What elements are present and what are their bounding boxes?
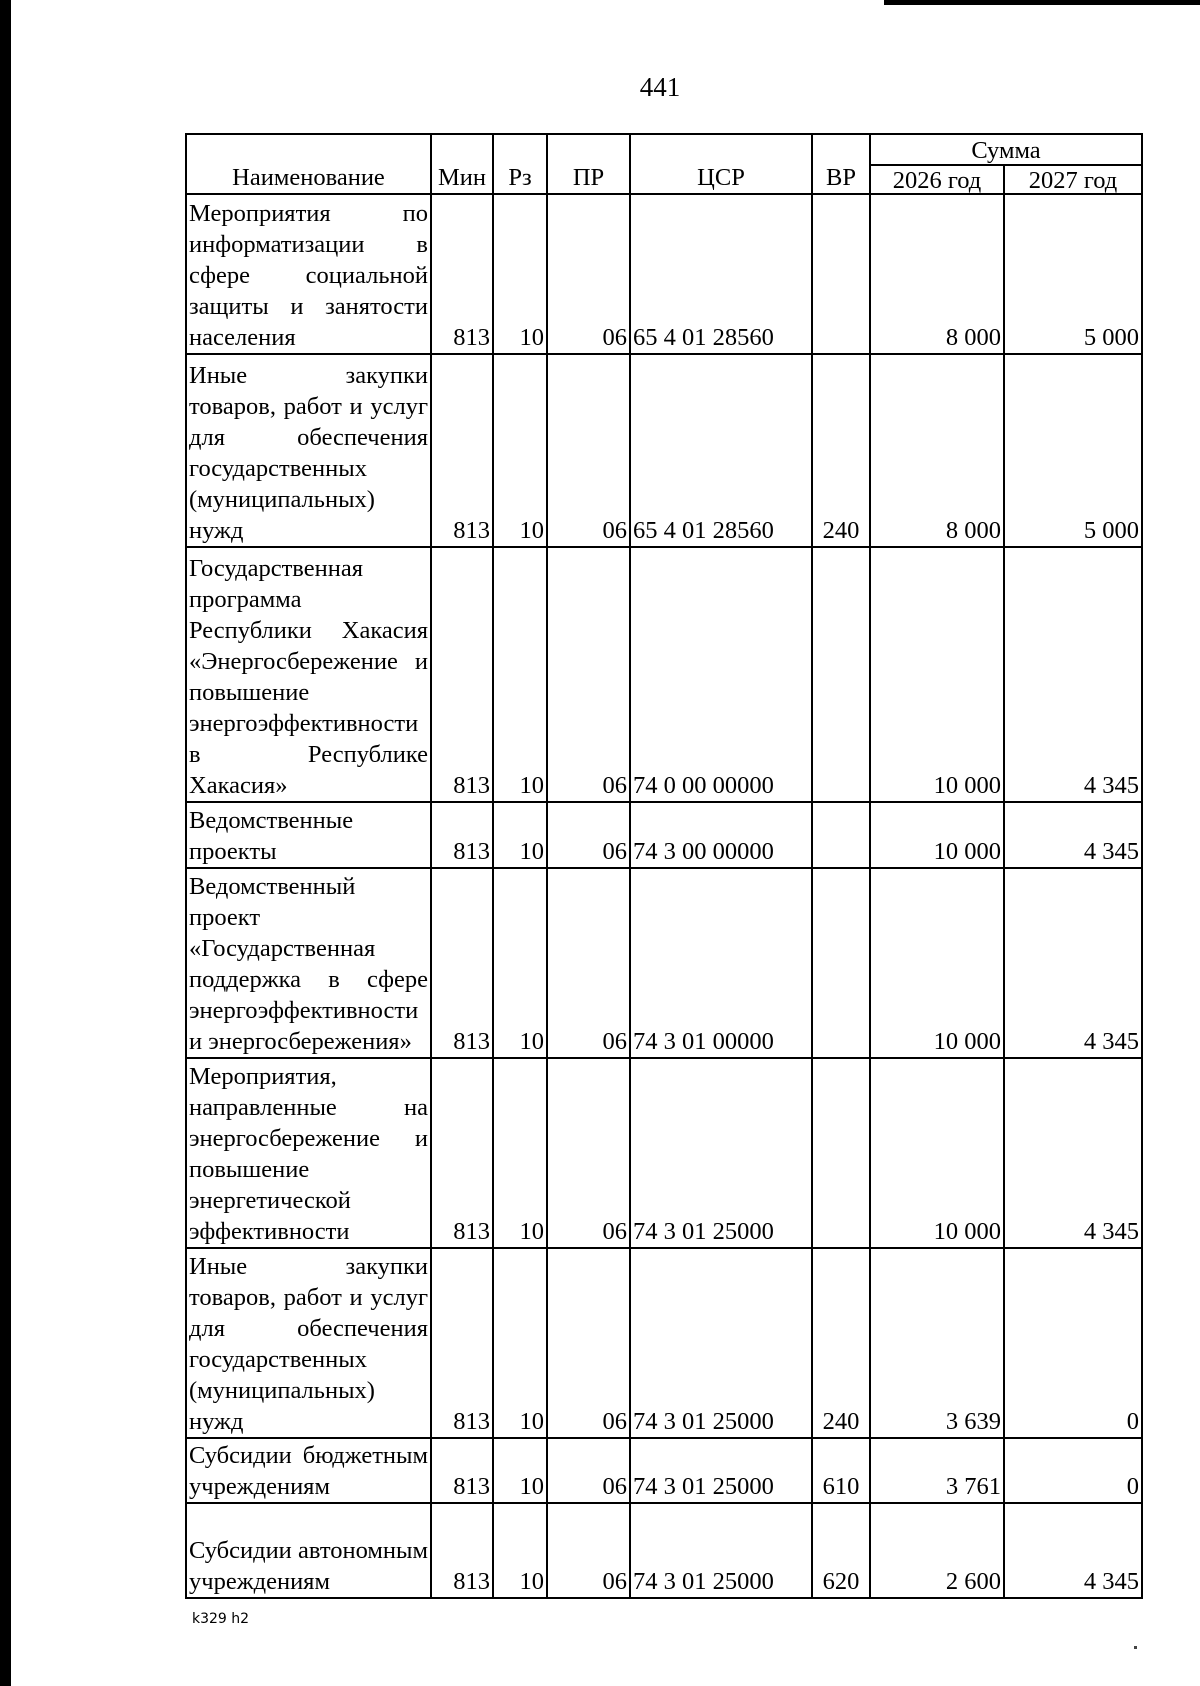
cell-min: 813 bbox=[431, 194, 493, 354]
cell-csr: 65 4 01 28560 bbox=[630, 194, 812, 354]
cell-pr: 06 bbox=[547, 194, 630, 354]
table-row bbox=[186, 1058, 1142, 1248]
cell-2026: 10 000 bbox=[870, 1058, 1004, 1248]
table-row bbox=[186, 1503, 1142, 1598]
cell-2026: 8 000 bbox=[870, 194, 1004, 354]
table-row bbox=[186, 547, 1142, 802]
cell-csr: 74 3 01 25000 bbox=[630, 1438, 812, 1503]
cell-min: 813 bbox=[431, 1438, 493, 1503]
col-header-pr: ПР bbox=[547, 134, 630, 194]
footer-code: k329 h2 bbox=[192, 1611, 250, 1627]
table-row bbox=[186, 802, 1142, 868]
cell-name: Субсидии автономным учреждениям bbox=[186, 1503, 431, 1598]
cell-rz: 10 bbox=[493, 194, 547, 354]
cell-csr: 74 3 01 00000 bbox=[630, 868, 812, 1058]
cell-rz: 10 bbox=[493, 1438, 547, 1503]
cell-vr bbox=[812, 802, 870, 868]
header-row bbox=[186, 134, 1142, 165]
table-row bbox=[186, 868, 1142, 1058]
col-header-rz: Рз bbox=[493, 134, 547, 194]
cell-name: Иные закупки товаров, работ и услуг для обеспечения государственных (муниципальных) нужд bbox=[186, 354, 431, 547]
cell-name: Мероприятия, направленные на энергосбережение и повышение энергетической эффективности bbox=[186, 1058, 431, 1248]
cell-name: Мероприятия по информатизации в сфере социальной защиты и занятости населения bbox=[186, 194, 431, 354]
cell-min: 813 bbox=[431, 868, 493, 1058]
cell-vr: 240 bbox=[812, 354, 870, 547]
cell-vr bbox=[812, 194, 870, 354]
cell-csr: 74 3 01 25000 bbox=[630, 1503, 812, 1598]
cell-2027: 4 345 bbox=[1004, 1058, 1142, 1248]
table-row bbox=[186, 1248, 1142, 1438]
col-header-vr: ВР bbox=[812, 134, 870, 194]
cell-2027: 5 000 bbox=[1004, 194, 1142, 354]
cell-min: 813 bbox=[431, 354, 493, 547]
cell-pr: 06 bbox=[547, 354, 630, 547]
cell-rz: 10 bbox=[493, 1248, 547, 1438]
col-header-2026: 2026 год bbox=[870, 165, 1004, 194]
cell-vr: 240 bbox=[812, 1248, 870, 1438]
cell-2027: 0 bbox=[1004, 1438, 1142, 1503]
table-row bbox=[186, 194, 1142, 354]
cell-min: 813 bbox=[431, 1248, 493, 1438]
cell-pr: 06 bbox=[547, 868, 630, 1058]
cell-2027: 5 000 bbox=[1004, 354, 1142, 547]
cell-2026: 10 000 bbox=[870, 547, 1004, 802]
budget-table bbox=[185, 133, 1143, 1599]
cell-min: 813 bbox=[431, 547, 493, 802]
cell-name: Ведомственный проект «Государственная поддержка в сфере энергоэффективности и энергосбережения» bbox=[186, 868, 431, 1058]
cell-pr: 06 bbox=[547, 1503, 630, 1598]
cell-vr: 610 bbox=[812, 1438, 870, 1503]
cell-pr: 06 bbox=[547, 1058, 630, 1248]
cell-2027: 4 345 bbox=[1004, 802, 1142, 868]
cell-csr: 74 3 00 00000 bbox=[630, 802, 812, 868]
cell-rz: 10 bbox=[493, 1503, 547, 1598]
cell-csr: 65 4 01 28560 bbox=[630, 354, 812, 547]
cell-vr bbox=[812, 547, 870, 802]
col-header-csr: ЦСР bbox=[630, 134, 812, 194]
col-header-min: Мин bbox=[431, 134, 493, 194]
cell-rz: 10 bbox=[493, 1058, 547, 1248]
table-row bbox=[186, 354, 1142, 547]
cell-min: 813 bbox=[431, 1058, 493, 1248]
cell-min: 813 bbox=[431, 1503, 493, 1598]
scan-speck bbox=[1134, 1646, 1137, 1649]
cell-name: Государственная программа Республики Хакасия «Энергосбережение и повышение энергоэффективности в Республике Хакасия» bbox=[186, 547, 431, 802]
cell-2026: 10 000 bbox=[870, 802, 1004, 868]
cell-2026: 8 000 bbox=[870, 354, 1004, 547]
col-header-sum: Сумма bbox=[870, 134, 1142, 165]
table-row bbox=[186, 1438, 1142, 1503]
cell-rz: 10 bbox=[493, 802, 547, 868]
cell-rz: 10 bbox=[493, 868, 547, 1058]
cell-pr: 06 bbox=[547, 802, 630, 868]
col-header-2027: 2027 год bbox=[1004, 165, 1142, 194]
cell-vr bbox=[812, 868, 870, 1058]
cell-rz: 10 bbox=[493, 547, 547, 802]
cell-name: Субсидии бюджетным учреждениям bbox=[186, 1438, 431, 1503]
cell-2027: 4 345 bbox=[1004, 547, 1142, 802]
cell-2026: 3 761 bbox=[870, 1438, 1004, 1503]
cell-2027: 4 345 bbox=[1004, 1503, 1142, 1598]
cell-2027: 4 345 bbox=[1004, 868, 1142, 1058]
cell-vr bbox=[812, 1058, 870, 1248]
cell-2026: 10 000 bbox=[870, 868, 1004, 1058]
top-rule bbox=[884, 0, 1200, 5]
cell-pr: 06 bbox=[547, 1438, 630, 1503]
cell-csr: 74 0 00 00000 bbox=[630, 547, 812, 802]
cell-name: Ведомственные проекты bbox=[186, 802, 431, 868]
cell-rz: 10 bbox=[493, 354, 547, 547]
cell-pr: 06 bbox=[547, 1248, 630, 1438]
cell-csr: 74 3 01 25000 bbox=[630, 1058, 812, 1248]
scan-left-edge bbox=[0, 0, 11, 1686]
cell-2026: 2 600 bbox=[870, 1503, 1004, 1598]
cell-name: Иные закупки товаров, работ и услуг для обеспечения государственных (муниципальных) нужд bbox=[186, 1248, 431, 1438]
cell-min: 813 bbox=[431, 802, 493, 868]
page-number: 441 bbox=[639, 72, 681, 102]
cell-2027: 0 bbox=[1004, 1248, 1142, 1438]
cell-csr: 74 3 01 25000 bbox=[630, 1248, 812, 1438]
col-header-name: Наименование bbox=[186, 134, 431, 194]
cell-vr: 620 bbox=[812, 1503, 870, 1598]
cell-pr: 06 bbox=[547, 547, 630, 802]
cell-2026: 3 639 bbox=[870, 1248, 1004, 1438]
